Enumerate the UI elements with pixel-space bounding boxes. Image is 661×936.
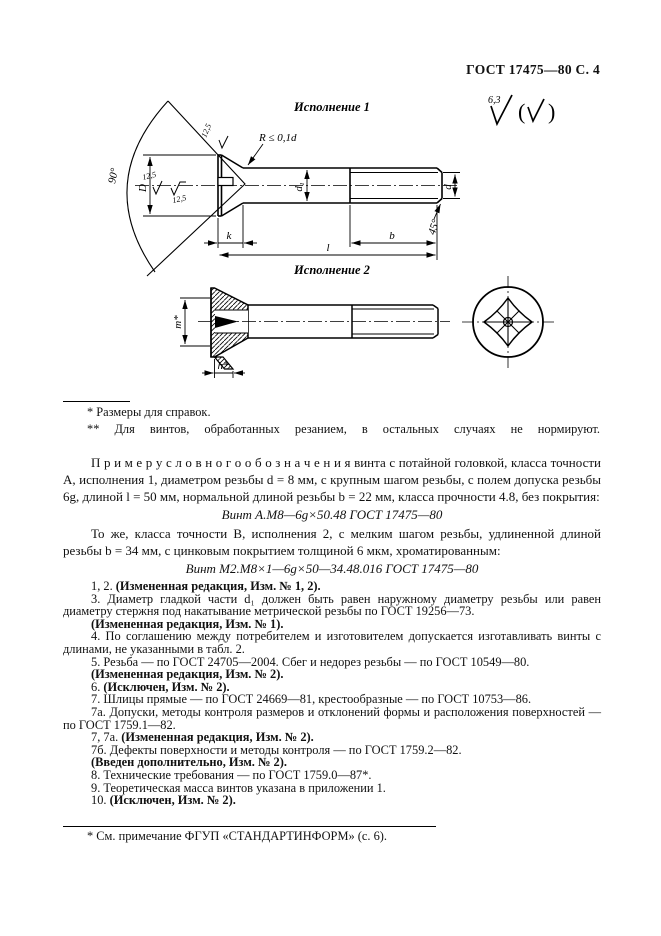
dim-label-d1: d₁ (293, 182, 305, 192)
note-item: 3. Диаметр гладкой части d₁ должен быть равен наружному диаметру резьбы или равен диаметру стержня под накатывание метрической резьбы по ГОСТ 19256—73. (63, 591, 601, 619)
note-item: (Измененная редакция, Изм. № 1). (91, 616, 284, 631)
surface-finish-symbol (486, 92, 562, 130)
note-item: (Измененная редакция, Изм. № 2). (91, 667, 284, 682)
dim-label-m: m* (172, 315, 184, 329)
head-end-view (462, 276, 554, 368)
footnote-machined: ** Для винтов, обработанных резанием, в остальных случаях не нормируют. (87, 421, 600, 436)
note-item: 7а. Допуски, методы контроля размеров и отклонений формы и расположения поверхностей — по ГОСТ 1759.1—82. (63, 704, 601, 732)
dim-label-l: l (326, 242, 330, 254)
dim-m (180, 298, 210, 346)
body-text (63, 454, 601, 807)
dim-label-k: k (226, 230, 232, 242)
footnote-sizes: * Размеры для справок. (87, 405, 211, 419)
dim-label-d: d (442, 184, 454, 190)
notes-list (63, 580, 601, 807)
note-item: 8. Технические требования — по ГОСТ 1759.0—87*. (91, 767, 372, 782)
bottom-footnote: * См. примечание ФГУП «СТАНДАРТИНФОРМ» (с. 6). (87, 829, 387, 843)
example2-designation: Винт М2.М8×1—6g×50—34.48.016 ГОСТ 17475—80 (185, 561, 479, 576)
example2-intro: То же, класса точности В, исполнения 2, с мелким шагом резьбы, удлиненной длиной резьбы b = 34 мм, с цинковым покрытием толщиной 6 мкм, хроматированным: (63, 526, 601, 558)
dim-label-D: D (137, 184, 149, 192)
note-item: 10. (Исключен, Изм. № 2). (91, 793, 236, 808)
note-item: 5. Резьба — по ГОСТ 24705—2004. Сбег и недорез резьбы — по ГОСТ 10549—80. (91, 654, 530, 669)
drawing-version-1 (85, 88, 485, 280)
roughness-value: 6,3 (488, 95, 501, 106)
drawing1-title: Исполнение 1 (294, 100, 370, 114)
dim-label-h: h* (217, 360, 229, 372)
svg-text:12,5: 12,5 (141, 169, 158, 182)
note-item: 6. (Исключен, Изм. № 2). (91, 679, 230, 694)
note-item: 1, 2. (Измененная редакция, Изм. № 1, 2). (91, 579, 321, 593)
figure-footnotes (63, 404, 600, 437)
svg-text:12,5: 12,5 (171, 193, 188, 205)
note-item: (Введен дополнительно, Изм. № 2). (91, 755, 287, 770)
note-item: 7. Шлицы прямые — по ГОСТ 24669—81, крестообразные — по ГОСТ 10753—86. (91, 692, 532, 707)
note-item: 9. Теоретическая масса винтов указана в приложении 1. (91, 780, 386, 795)
bottom-footnote-divider (63, 826, 436, 827)
roughness-check-icon (488, 95, 555, 124)
dim-label-b: b (389, 230, 395, 242)
roughness-cone (200, 122, 228, 148)
svg-text:12,5: 12,5 (199, 122, 214, 139)
paren-open: ( (518, 99, 526, 124)
note-item: 4. По соглашению между потребителем и изготовителем допускается изготавливать винты с длинами, не указанными в табл. 2. (63, 629, 601, 656)
note-item: 7, 7а. (Измененная редакция, Изм. № 2). (91, 730, 314, 745)
dim-label-45: 45° (426, 217, 443, 237)
slot-section (218, 178, 233, 186)
example1-intro: П р и м е р у с л о в н о г о о б о з н а ч е н и я винта с потайной головкой, класса точности А, исполнения 1, диаметром резьбы d = 8 мм, с крупным шагом резьбы, с полем допуска резьбы 6g, длиной l = 50 мм, нормальной длиной резьбы b = 22 мм, класса прочности 4.8, без покрытия: (63, 455, 601, 504)
drawing2-title: Исполнение 2 (294, 263, 370, 277)
example1-designation: Винт А.М8—6g×50.48 ГОСТ 17475—80 (221, 507, 443, 522)
dim-label-angle: 90° (106, 167, 122, 185)
radius-leader (248, 144, 263, 165)
page-header: ГОСТ 17475—80 С. 4 (466, 62, 600, 77)
paren-close: ) (548, 99, 556, 124)
drawing-version-2 (170, 260, 590, 385)
footnote-divider (63, 401, 130, 402)
radius-note: R ≤ 0,1d (259, 132, 297, 144)
cross-recess-rays (484, 298, 532, 346)
screw-head-section (211, 288, 248, 369)
note-item: 7б. Дефекты поверхности и методы контроля — по ГОСТ 1759.2—82. (91, 742, 462, 757)
